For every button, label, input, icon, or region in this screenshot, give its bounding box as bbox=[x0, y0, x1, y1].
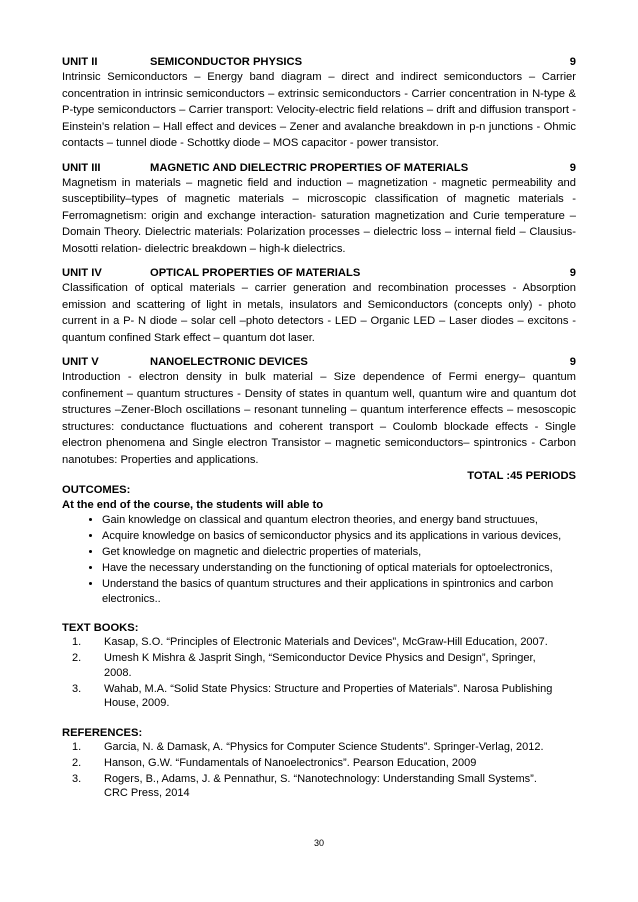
unit-section bbox=[62, 266, 576, 346]
unit-body: Magnetism in materials – magnetic field and induction – magnetization - magnetic permeability and susceptibility–types of magnetic materials – microscopic classification of magnetic materials - Ferromagnetism: origin and exchange interaction- saturation magnetization and Curie temperature – Domain Theory. Dielectric materials: Polarization processes – dielectric loss – internal field – Clausius-Mosotti relation- dielectric breakdown – high-k dielectrics. bbox=[62, 176, 576, 255]
item-text: Kasap, S.O. “Principles of Electronic Materials and Devices”, McGraw-Hill Education, 2007. bbox=[104, 636, 548, 648]
outcome-item: • Get knowledge on magnetic and dielectric properties of materials, bbox=[102, 545, 576, 560]
item-number: 2. bbox=[72, 756, 82, 769]
unit-title: MAGNETIC AND DIELECTRIC PROPERTIES OF MATERIALS bbox=[150, 161, 469, 174]
unit-hours: 9 bbox=[569, 56, 576, 68]
references-list bbox=[62, 740, 576, 801]
unit-heading bbox=[62, 266, 576, 280]
unit-number: UNIT II bbox=[62, 56, 98, 68]
item-number: 2. bbox=[72, 652, 82, 664]
unit-heading bbox=[62, 55, 576, 69]
item-number: 3. bbox=[72, 682, 82, 695]
outcome-item: • Acquire knowledge on basics of semiconductor physics and its applications in various devices, bbox=[102, 529, 576, 544]
outcomes-section bbox=[62, 483, 576, 606]
textbook-item bbox=[62, 635, 576, 650]
textbooks-section bbox=[62, 621, 576, 711]
item-text: Rogers, B., Adams, J. & Pennathur, S. “Nanotechnology: Understanding Small Systems”. CRC Press, 2014 bbox=[104, 772, 537, 799]
reference-item bbox=[62, 756, 576, 771]
reference-item bbox=[62, 772, 576, 801]
unit-body: Intrinsic Semiconductors – Energy band diagram – direct and indirect semiconductors – Carrier concentration in intrinsic semiconductors – extrinsic semiconductors - Carrier concentration in N-type & P-type semiconductors – Carrier transport: Velocity-electric field relations – drift and diffusion transport - Einstein’s relation – Hall effect and devices – Zener and avalanche breakdown in p-n junctions - Ohmic contacts – tunnel diode - Schottky diode – MOS capacitor - power transistor. bbox=[62, 71, 576, 149]
unit-hours: 9 bbox=[569, 161, 576, 174]
unit-title: NANOELECTRONIC DEVICES bbox=[150, 356, 308, 368]
unit-number: UNIT IV bbox=[62, 267, 102, 279]
item-text: Wahab, M.A. “Solid State Physics: Structure and Properties of Materials”. Narosa Publishing House, 2009. bbox=[104, 682, 553, 709]
unit-heading bbox=[62, 161, 576, 175]
unit-section bbox=[62, 355, 576, 468]
unit-heading bbox=[62, 355, 576, 369]
unit-hours: 9 bbox=[569, 356, 576, 368]
unit-section bbox=[62, 55, 576, 152]
references-heading: REFERENCES: bbox=[62, 726, 143, 739]
textbook-item bbox=[62, 651, 576, 680]
outcome-item: • Understand the basics of quantum structures and their applications in spintronics and carbon electronics.. bbox=[102, 577, 576, 606]
unit-body: Introduction - electron density in bulk material – Size dependence of Fermi energy– quantum confinement – quantum structures - Density of states in quantum well, quantum wire and quantum dot structures –Zener-Bloch oscillations – resonant tunneling – quantum interference effects – mesoscopic structures: conductance fluctuations and coherent transport – Coulomb blockade effects - Single electron phenomena and Single electron Transistor – magnetic semiconductors– spintronics - Carbon nanotubes: Properties and applications. bbox=[62, 371, 576, 466]
unit-title: SEMICONDUCTOR PHYSICS bbox=[150, 56, 303, 68]
item-number: 3. bbox=[72, 772, 82, 785]
unit-number: UNIT III bbox=[62, 161, 101, 174]
item-number: 1. bbox=[72, 636, 82, 648]
outcomes-intro: At the end of the course, the students will able to bbox=[62, 499, 324, 511]
unit-body: Classification of optical materials – carrier generation and recombination processes - Absorption emission and scattering of light in metals, insulators and Semiconductors (concepts only) - photo current in a P- N diode – solar cell –photo detectors - LED – Organic LED – Laser diodes – excitons - quantum confined Stark effect – quantum dot laser. bbox=[62, 282, 576, 344]
item-number: 1. bbox=[72, 740, 82, 753]
outcome-item: • Have the necessary understanding on the functioning of optical materials for optoelectronics, bbox=[102, 561, 576, 576]
page-number: 30 bbox=[313, 838, 324, 848]
total-periods: TOTAL :45 PERIODS bbox=[467, 470, 576, 482]
outcome-item: • Gain knowledge on classical and quantum electron theories, and energy band structuues, bbox=[102, 513, 576, 528]
item-text: Umesh K Mishra & Jasprit Singh, “Semiconductor Device Physics and Design”, Springer, 2008. bbox=[104, 652, 536, 679]
unit-number: UNIT V bbox=[62, 356, 99, 368]
textbooks-heading: TEXT BOOKS: bbox=[62, 622, 139, 634]
outcomes-heading: OUTCOMES: bbox=[62, 484, 131, 496]
unit-section bbox=[62, 161, 576, 258]
references-section bbox=[62, 726, 576, 801]
unit-hours: 9 bbox=[569, 267, 576, 279]
item-text: Garcia, N. & Damask, A. “Physics for Computer Science Students”. Springer-Verlag, 2012. bbox=[104, 740, 544, 753]
textbooks-list bbox=[62, 635, 576, 711]
page-content bbox=[62, 55, 576, 802]
textbook-item bbox=[62, 682, 576, 711]
outcomes-list bbox=[62, 513, 576, 606]
reference-item bbox=[62, 740, 576, 755]
item-text: Hanson, G.W. “Fundamentals of Nanoelectronics”. Pearson Education, 2009 bbox=[104, 756, 477, 769]
unit-title: OPTICAL PROPERTIES OF MATERIALS bbox=[150, 267, 361, 279]
